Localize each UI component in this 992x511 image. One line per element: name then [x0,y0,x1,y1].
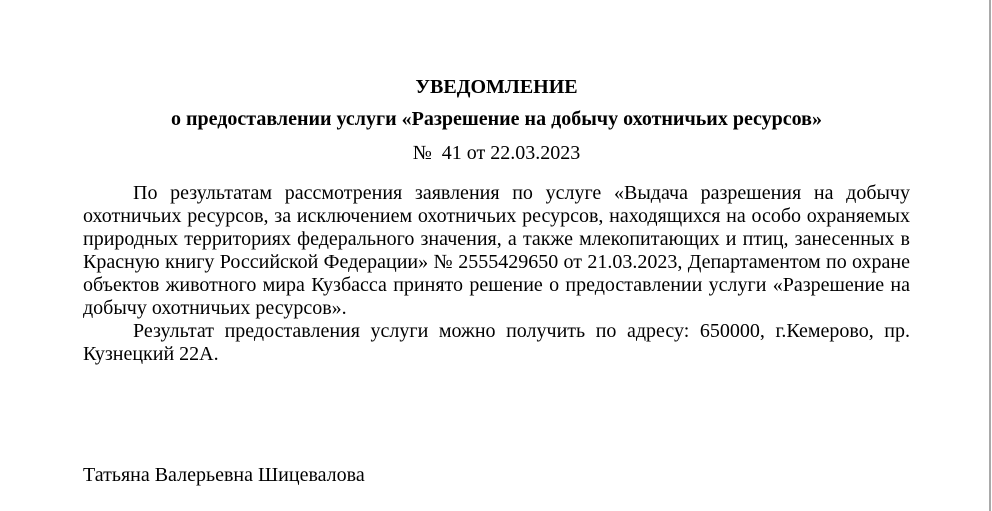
signature-name: Татьяна Валерьевна Шицевалова [83,464,365,486]
document-subtitle: о предоставлении услуги «Разрешение на добычу охотничьих ресурсов» [171,108,822,130]
document-title: УВЕДОМЛЕНИЕ [415,76,578,98]
right-edge-divider [989,0,991,511]
body-paragraph-result-address: Результат предоставления услуги можно получить по адресу: 650000, г.Кемерово, пр. Кузнецкий 22А. [83,320,910,365]
document-number-and-date: № 41 от 22.03.2023 [412,142,581,164]
body-paragraph-decision: По результатам рассмотрения заявления по услуге «Выдача разрешения на добычу охотничьих ресурсов, за исключением охотничьих ресурсов, находящихся на особо охраняемых природных территориях федерального значения, а также млекопитающих и птиц, занесенных в Красную книгу Российской Федерации» № 2555429650 от 21.03.2023, Департаментом по охране объектов животного мира Кузбасса принято решение о предоставлении услуги «Разрешение на добычу охотничьих ресурсов». [83,182,910,319]
